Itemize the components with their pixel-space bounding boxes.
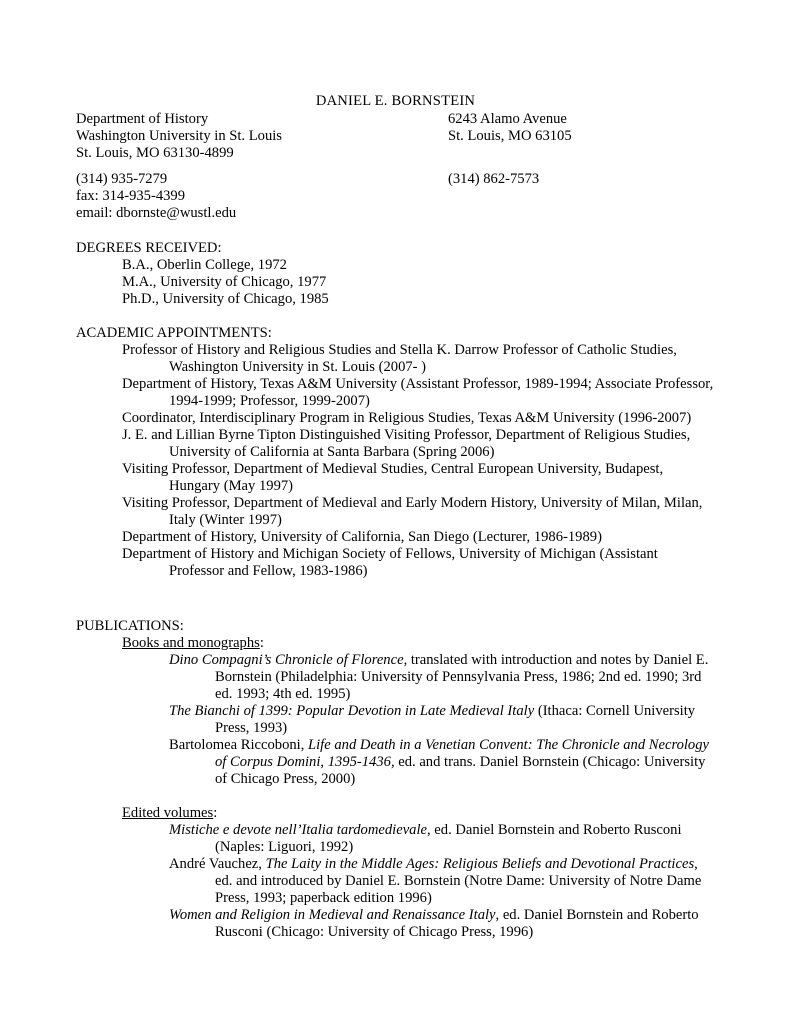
book-item <box>169 703 716 737</box>
publications-heading: PUBLICATIONS: <box>76 618 184 634</box>
office-contact <box>76 171 236 222</box>
book-details: , ed. and trans. Daniel Bornstein (Chicago: University of Chicago Press, 2000) <box>215 754 706 787</box>
appointment-item: Professor of History and Religious Studies and Stella K. Darrow Professor of Catholic Studies, Washington University in St. Louis (2007- ) <box>122 342 677 375</box>
book-details: , translated with introduction and notes by Daniel E. Bornstein (Philadelphia: University of Pennsylvania Press, 1986; 2nd ed. 1990; 3rd ed. 1993; 4th ed. 1995) <box>215 652 709 702</box>
office-address-line: St. Louis, MO 63130-4899 <box>76 145 234 161</box>
edited-volume-item <box>169 822 716 856</box>
edited-volume-item <box>169 907 716 941</box>
degree-item: B.A., Oberlin College, 1972 <box>122 257 287 273</box>
appointments-heading: ACADEMIC APPOINTMENTS: <box>76 325 272 341</box>
book-title: Life and Death in a Venetian Convent: The Chronicle and Necrology of Corpus Domini, 1395-1436 <box>215 737 710 770</box>
subheading-colon: : <box>213 805 218 821</box>
office-phone: (314) 935-7279 <box>76 171 168 187</box>
office-address-line: Department of History <box>76 111 209 127</box>
degree-item: M.A., University of Chicago, 1977 <box>122 274 327 290</box>
book-item <box>169 652 716 703</box>
appointment-item: Department of History, Texas A&M University (Assistant Professor, 1989-1994; Associate Professor, 1994-1999; Professor, 1999-2007) <box>122 376 714 409</box>
home-address <box>448 111 572 145</box>
edited-title: Women and Religion in Medieval and Renaissance Italy <box>169 907 496 923</box>
edited-subheading: Edited volumes <box>122 805 214 821</box>
cv-name: DANIEL E. BORNSTEIN <box>315 93 476 109</box>
edited-details: , ed. and introduced by Daniel E. Bornstein (Notre Dame: University of Notre Dame Press, 1993; paperback edition 1996) <box>215 856 702 906</box>
home-address-line: 6243 Alamo Avenue <box>448 111 567 127</box>
appointment-item: Department of History, University of California, San Diego (Lecturer, 1986-1989) <box>122 529 602 545</box>
appointment-item: Coordinator, Interdisciplinary Program in Religious Studies, Texas A&M University (1996-2007) <box>122 410 692 426</box>
office-address-line: Washington University in St. Louis <box>76 128 282 144</box>
office-fax: fax: 314-935-4399 <box>76 188 186 204</box>
office-address <box>76 111 282 162</box>
home-phone: (314) 862-7573 <box>448 171 540 187</box>
edited-details: , ed. Daniel Bornstein and Roberto Rusconi (Chicago: University of Chicago Press, 1996) <box>215 907 699 940</box>
edited-title: The Laity in the Middle Ages: Religious Beliefs and Devotional Practices <box>265 856 695 872</box>
appointment-item: Visiting Professor, Department of Medieval and Early Modern History, University of Milan, Milan, Italy (Winter 1997) <box>122 495 703 528</box>
book-item <box>169 737 716 788</box>
spacer <box>76 788 716 805</box>
edited-lead: André Vauchez, <box>169 856 266 872</box>
home-address-line: St. Louis, MO 63105 <box>448 128 572 144</box>
books-subheading: Books and monographs <box>122 635 260 651</box>
book-details: (Ithaca: Cornell University Press, 1993) <box>215 703 696 736</box>
edited-volume-item <box>169 856 716 907</box>
book-title: The Bianchi of 1399: Popular Devotion in Late Medieval Italy <box>169 703 535 719</box>
edited-details: , ed. Daniel Bornstein and Roberto Rusconi (Naples: Liguori, 1992) <box>215 822 682 855</box>
edited-subheading-row <box>76 805 716 822</box>
office-email: email: dbornste@wustl.edu <box>76 205 237 221</box>
appointment-item: Department of History and Michigan Society of Fellows, University of Michigan (Assistant Professor and Fellow, 1983-1986) <box>122 546 658 579</box>
degrees-section <box>76 240 716 308</box>
appointment-item: J. E. and Lillian Byrne Tipton Distinguished Visiting Professor, Department of Religious Studies, University of California at Santa Barbara (Spring 2006) <box>122 427 691 460</box>
book-lead: Bartolomea Riccoboni, <box>169 737 309 753</box>
appointment-item: Visiting Professor, Department of Medieval Studies, Central European University, Budapest, Hungary (May 1997) <box>122 461 664 494</box>
degree-item: Ph.D., University of Chicago, 1985 <box>122 291 329 307</box>
publications-section <box>76 618 716 941</box>
appointments-section <box>76 325 716 580</box>
books-subheading-row <box>76 635 716 652</box>
edited-title: Mistiche e devote nell’Italia tardomedievale <box>169 822 427 838</box>
book-title: Dino Compagni’s Chronicle of Florence <box>169 652 404 668</box>
subheading-colon: : <box>259 635 264 651</box>
degrees-heading: DEGREES RECEIVED: <box>76 240 222 256</box>
